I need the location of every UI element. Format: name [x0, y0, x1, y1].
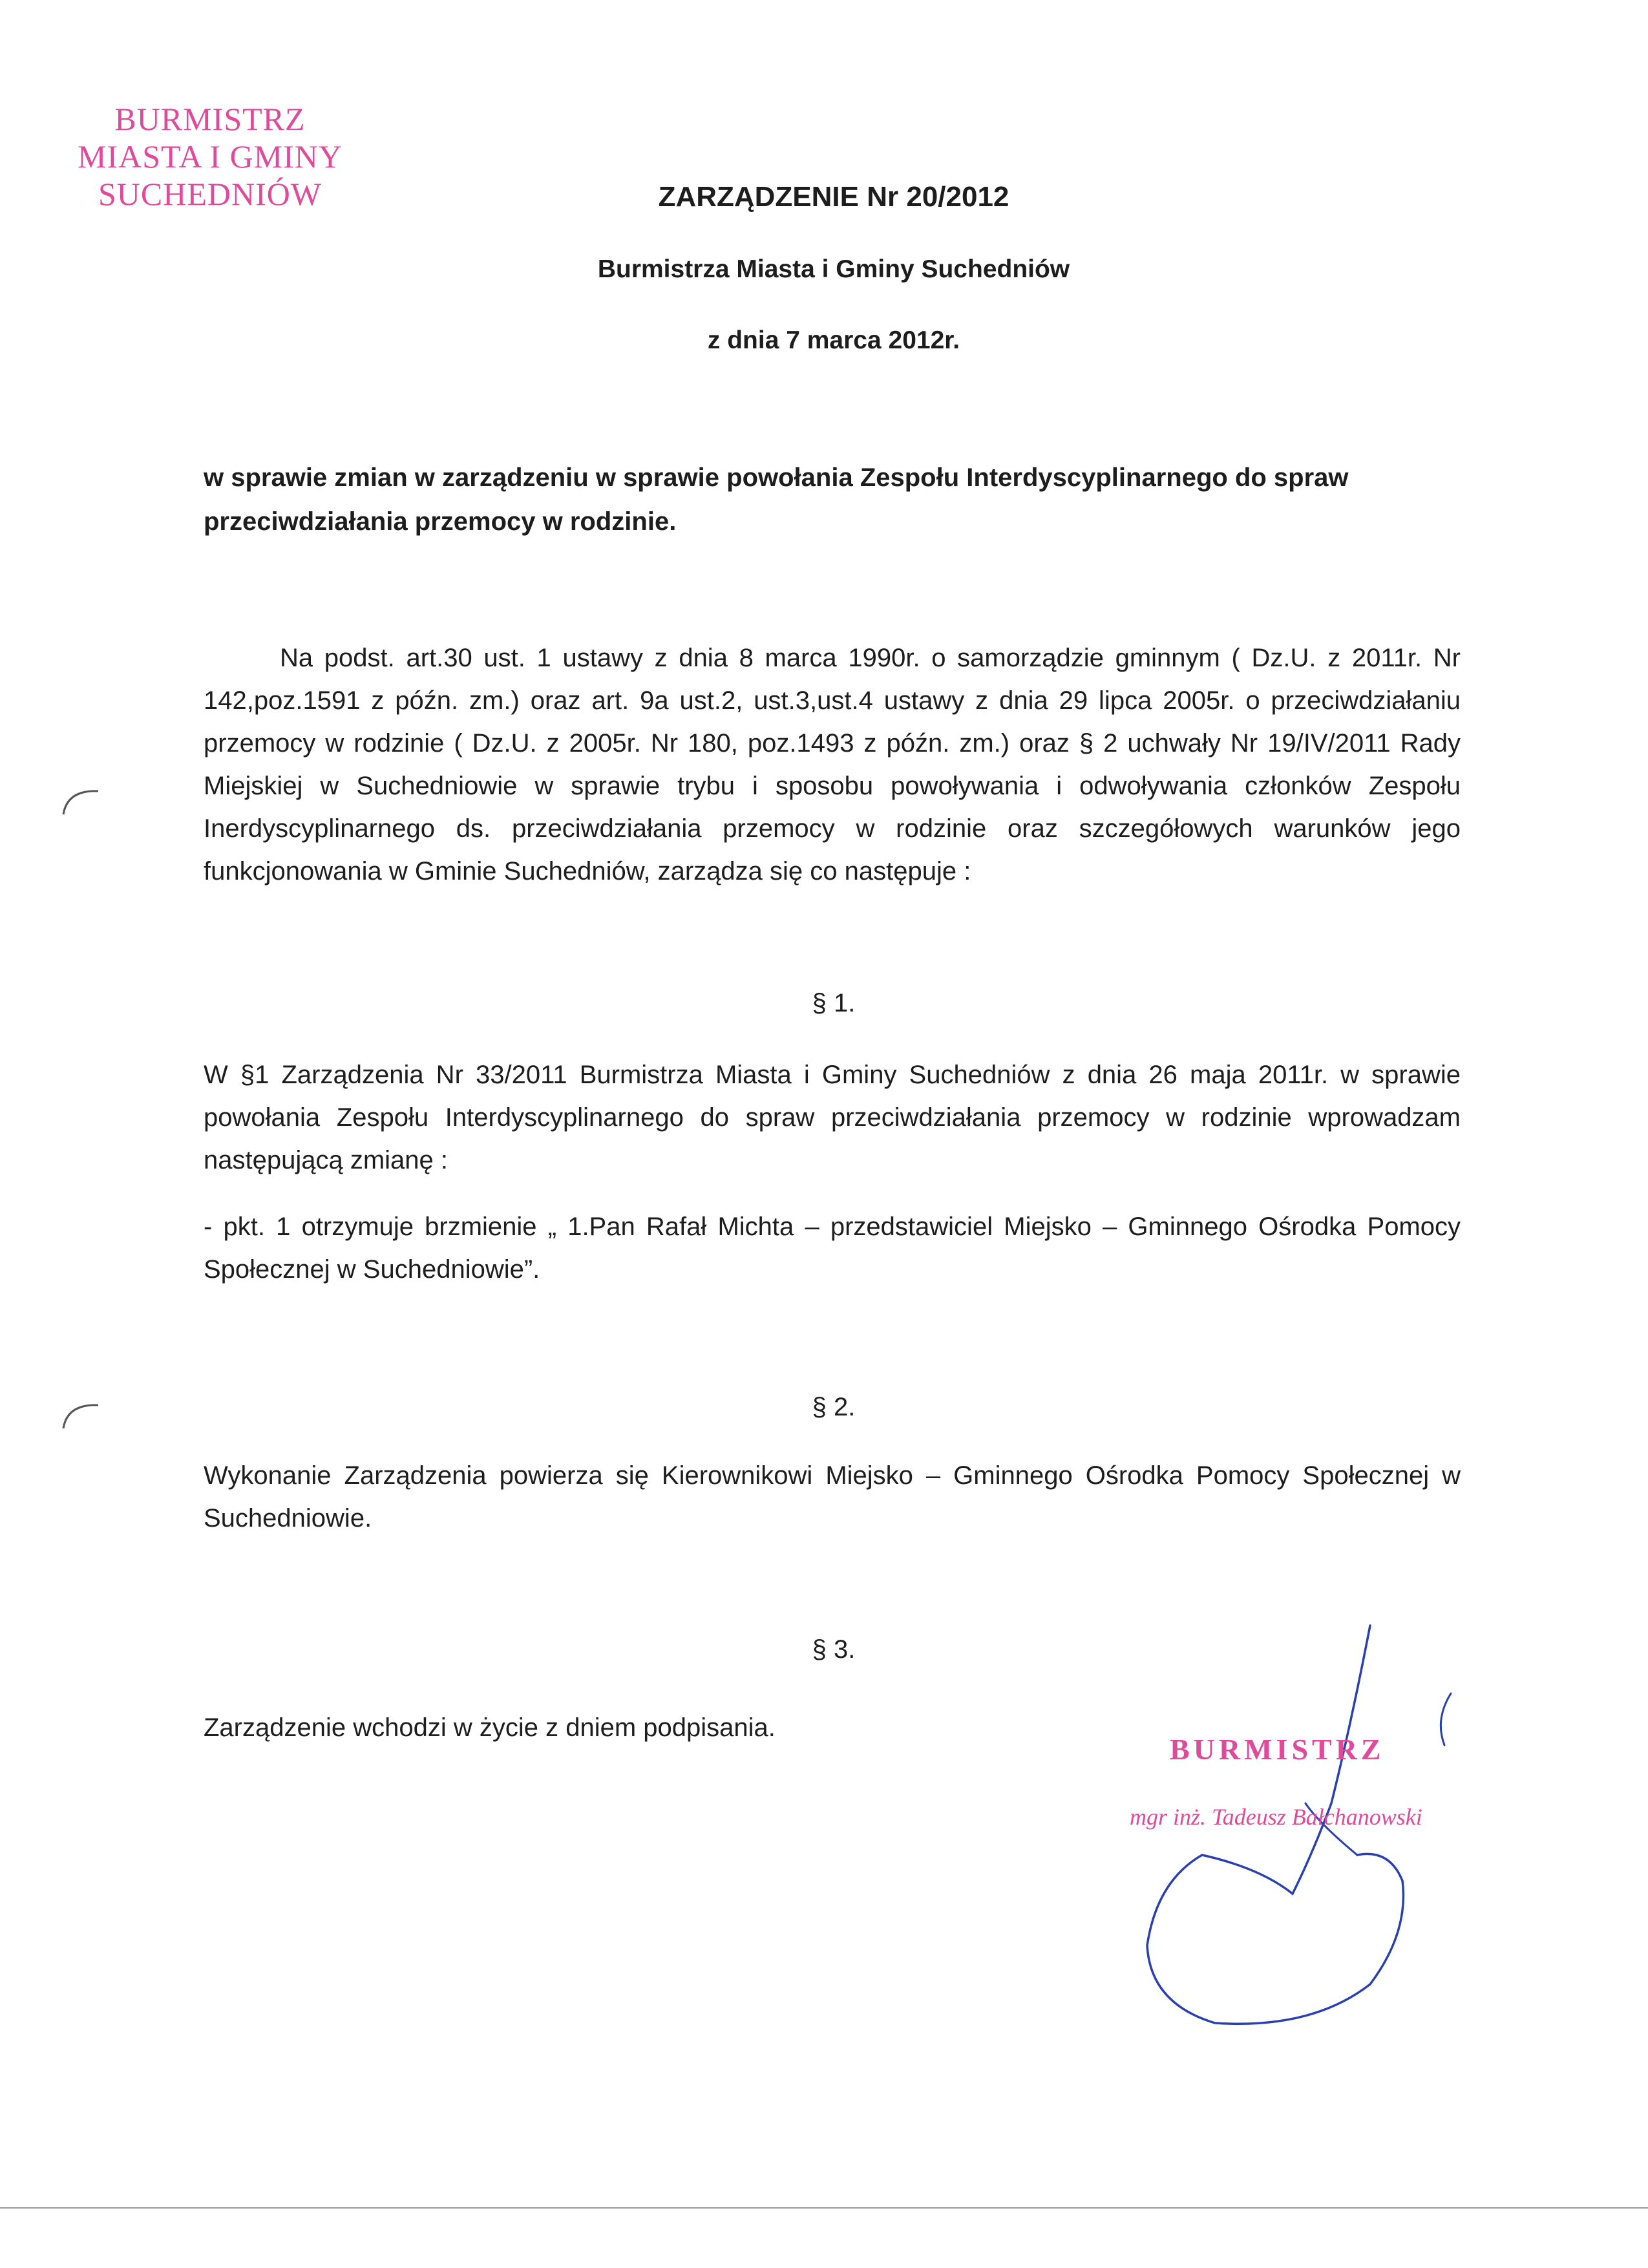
punch-hole-mark	[58, 1396, 110, 1435]
scan-edge-line	[0, 2204, 1648, 2217]
section-2-text: Wykonanie Zarządzenia powierza się Kierownikowi Miejsko – Gminnego Ośrodka Pomocy Społecznej w Suchedniowie.	[204, 1461, 1461, 1532]
office-stamp-line3: SUCHEDNIÓW	[98, 176, 322, 212]
section-1-list-item: - pkt. 1 otrzymuje brzmienie „ 1.Pan Rafał Michta – przedstawiciel Miejsko – Gminnego Ośrodka Pomocy Społecznej w Suchedniowie”.	[204, 1213, 1461, 1284]
section-3-mark: § 3.	[812, 1635, 856, 1664]
document-date: z dnia 7 marca 2012r.	[707, 326, 960, 354]
office-stamp-line1: BURMISTRZ	[114, 101, 306, 137]
signature-stamp-name: mgr inż. Tadeusz Bałchanowski	[1130, 1804, 1422, 1830]
section-2-mark: § 2.	[812, 1393, 856, 1421]
section-3-text: Zarządzenie wchodzi w życie z dniem podpisania.	[204, 1713, 776, 1742]
legal-basis-paragraph: Na podst. art.30 ust. 1 ustawy z dnia 8 marca 1990r. o samorządzie gminnym ( Dz.U. z 2011r. Nr 142,poz.1591 z późn. zm.) oraz art. 9a ust.2, ust.3,ust.4 ustawy z dnia 29 lipca 2005r. o przeciwdziałaniu przemocy w rodzinie ( Dz.U. z 2005r. Nr 180, poz.1493 z późn. zm.) oraz § 2 uchwały Nr 19/IV/2011 Rady Miejskiej w Suchedniowie w sprawie trybu i sposobu powoływania i odwoływania członków Zespołu Inerdyscyplinarnego ds. przeciwdziałania przemocy w rodzinie oraz szczegółowych warunków jego funkcjonowania w Gminie Suchedniów, zarządza się co następuje :	[204, 644, 1461, 885]
signature-stamp-title: BURMISTRZ	[1170, 1733, 1385, 1766]
document-title: ZARZĄDZENIE Nr 20/2012	[658, 181, 1009, 213]
section-1-text: W §1 Zarządzenia Nr 33/2011 Burmistrza Miasta i Gminy Suchedniów z dnia 26 maja 2011r. w sprawie powołania Zespołu Interdyscyplinarnego do spraw przeciwdziałania przemocy w rodzinie wprowadzam następującą zmianę :	[204, 1061, 1461, 1174]
office-stamp-line2: MIASTA I GMINY	[78, 138, 343, 175]
document-issuer: Burmistrza Miasta i Gminy Suchedniów	[597, 255, 1070, 283]
section-1-mark: § 1.	[812, 989, 856, 1017]
punch-hole-mark	[58, 782, 110, 821]
document-subject: w sprawie zmian w zarządzeniu w sprawie powołania Zespołu Interdyscyplinarnego do spraw przeciwdziałania przemocy w rodzinie.	[204, 463, 1349, 536]
